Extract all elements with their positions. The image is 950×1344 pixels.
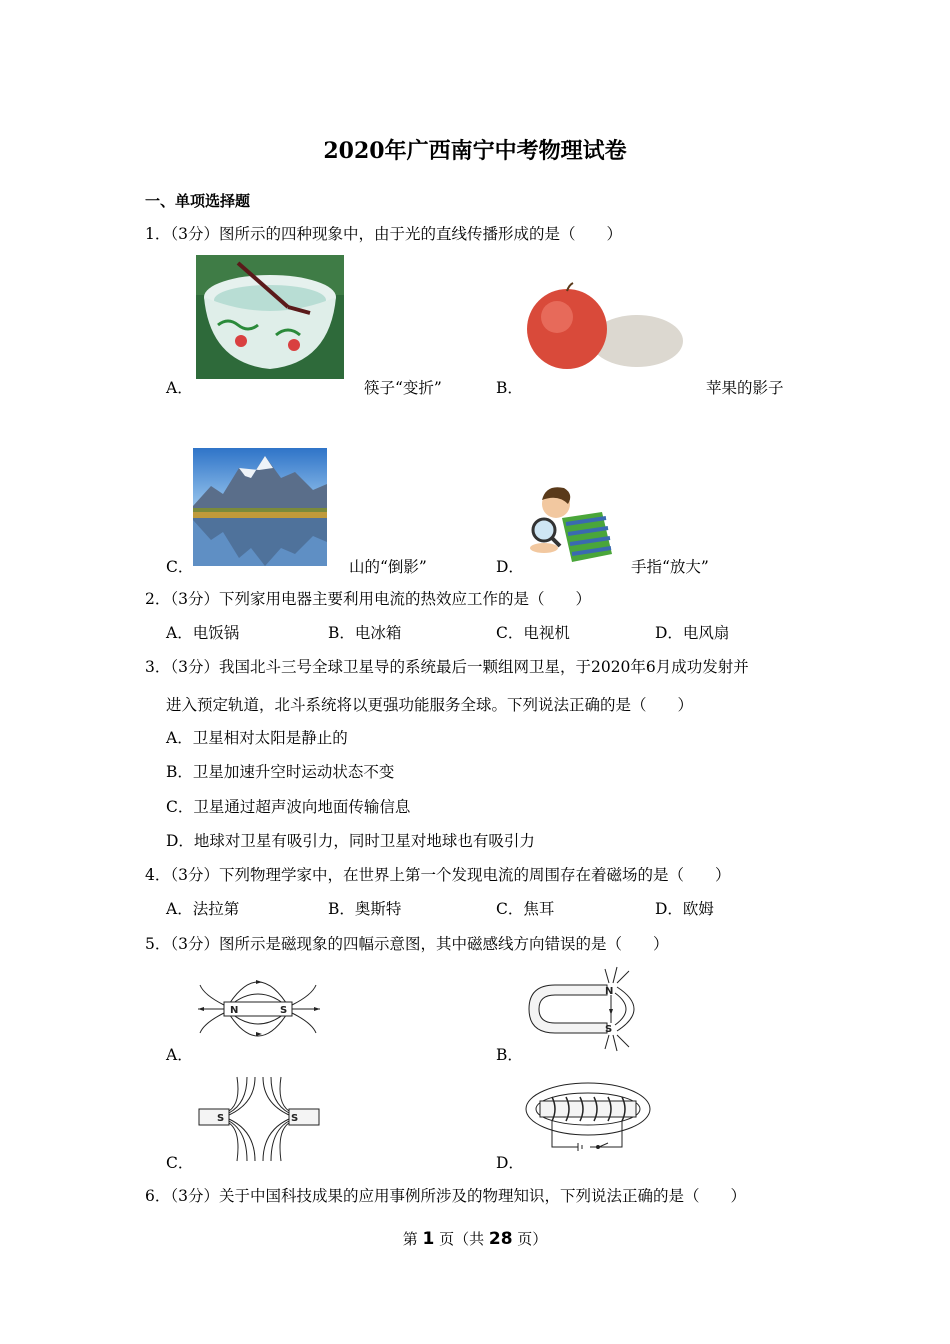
magnet-c-right-s-label: S <box>291 1113 299 1124</box>
q1-option-b-caption: 苹果的影子 <box>706 379 784 397</box>
q1-option-d-caption: 手指“放大” <box>631 558 709 576</box>
q2-option-a: A．电饭锅 <box>166 624 240 642</box>
footer-total-pages: 28 <box>488 1229 513 1249</box>
q2-option-b: B．电冰箱 <box>328 624 402 642</box>
section-heading: 一、单项选择题 <box>145 192 251 210</box>
q1-option-a-caption: 筷子“变折” <box>364 379 442 397</box>
q5-option-d: D． <box>496 1154 524 1172</box>
mountain-reflection-image <box>193 448 327 566</box>
q1-option-a-letter: A． <box>166 379 193 397</box>
apple-shadow-image <box>525 281 683 377</box>
u-magnet-field-diagram <box>525 965 655 1053</box>
q5-option-a: A． <box>166 1046 193 1064</box>
question-3-stem-line2: 进入预定轨道，北斗系统将以更强功能服务全球。下列说法正确的是（ ） <box>166 696 694 714</box>
q4-option-a: A．法拉第 <box>166 900 240 918</box>
footer-page-number: 1 <box>422 1229 435 1249</box>
q1-option-b-letter: B． <box>496 379 523 397</box>
solenoid-field-diagram <box>522 1073 654 1165</box>
question-4-stem: 4．（3分）下列物理学家中，在世界上第一个发现电流的周围存在着磁场的是（ ） <box>145 866 731 884</box>
magnet-b-n-label: N <box>605 986 614 997</box>
question-6-stem: 6．（3分）关于中国科技成果的应用事例所涉及的物理知识，下列说法正确的是（ ） <box>145 1187 746 1205</box>
chopsticks-bowl-image <box>196 255 344 379</box>
question-2-stem: 2．（3分）下列家用电器主要利用电流的热效应工作的是（ ） <box>145 590 591 608</box>
footer-suffix: 页） <box>512 1230 548 1248</box>
magnet-a-n-label: N <box>230 1005 239 1016</box>
q4-option-d: D．欧姆 <box>655 900 714 918</box>
question-1-stem: 1．（3分）图所示的四种现象中，由于光的直线传播形成的是（ ） <box>145 225 622 243</box>
magnifier-boy-image <box>522 484 614 564</box>
q3-option-a: A．卫星相对太阳是静止的 <box>166 729 348 747</box>
q4-option-c: C．焦耳 <box>496 900 555 918</box>
q1-option-d-letter: D． <box>496 558 524 576</box>
q2-option-c: C．电视机 <box>496 624 570 642</box>
q5-option-b: B． <box>496 1046 523 1064</box>
page-footer <box>0 1228 950 1249</box>
q3-option-b: B．卫星加速升空时运动状态不变 <box>166 763 395 781</box>
two-s-poles-field-diagram <box>197 1073 321 1165</box>
magnet-c-left-s-label: S <box>217 1113 225 1124</box>
q5-option-c: C． <box>166 1154 194 1172</box>
footer-prefix: 第 <box>402 1230 423 1248</box>
q4-option-b: B．奥斯特 <box>328 900 402 918</box>
q1-option-c-caption: 山的“倒影” <box>349 558 427 576</box>
q2-option-d: D．电风扇 <box>655 624 730 642</box>
question-3-stem-line1: 3．（3分）我国北斗三号全球卫星导的系统最后一颗组网卫星，于2020年6月成功发射并 <box>145 658 749 676</box>
page-title: 2020年广西南宁中考物理试卷 <box>323 138 627 164</box>
magnet-b-s-label: S <box>605 1024 613 1035</box>
bar-magnet-field-diagram <box>194 965 324 1053</box>
question-5-stem: 5．（3分）图所示是磁现象的四幅示意图，其中磁感线方向错误的是（ ） <box>145 935 669 953</box>
q3-option-c: C．卫星通过超声波向地面传输信息 <box>166 798 411 816</box>
q3-option-d: D．地球对卫星有吸引力，同时卫星对地球也有吸引力 <box>166 832 535 850</box>
footer-middle: 页（共 <box>434 1230 489 1248</box>
q1-option-c-letter: C． <box>166 558 194 576</box>
magnet-a-s-label: S <box>280 1005 288 1016</box>
